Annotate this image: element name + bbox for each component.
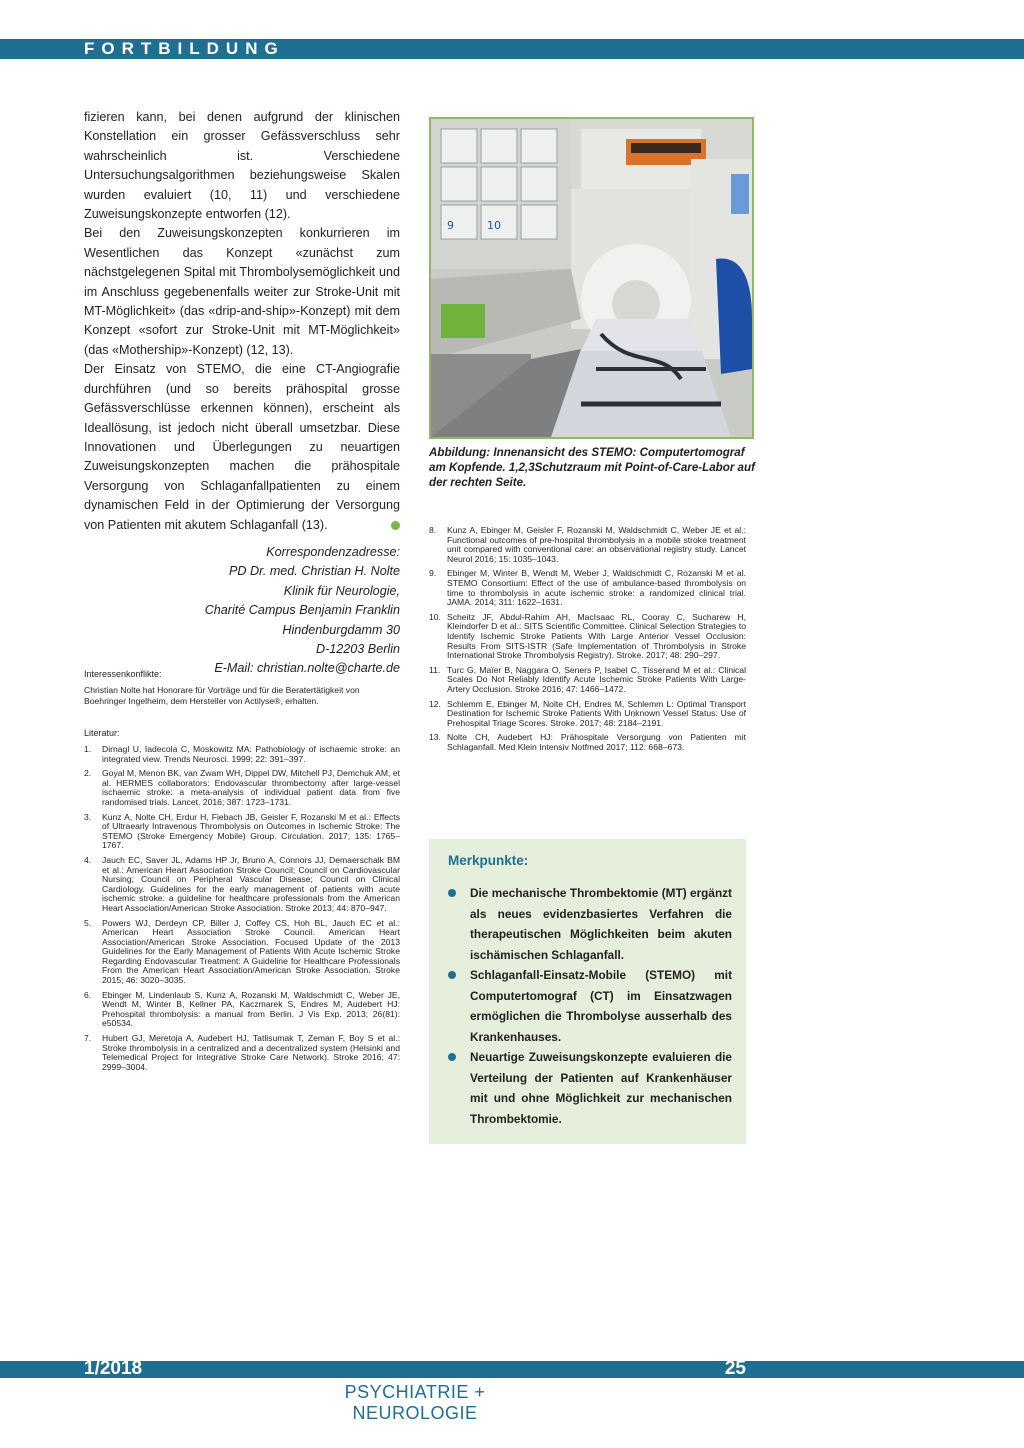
- reference-text: Ebinger M, Lindenlaub S, Kunz A, Rozanski M, Waldschmidt C, Weber JE, Wendt M, Winter B, Kellner PA, Kaczmarek S, Endres M, Audebert HJ: Prehospital thrombolysis: a manual from Berlin. J Vis Exp. 2013; 26(81): e50534.: [102, 989, 400, 1029]
- reference-text: Goyal M, Menon BK, van Zwam WH, Dippel DW, Mitchell PJ, Demchuk AM, et al. HERMES collaborators: Endovascular thrombectomy after large-vessel ischaemic stroke: a meta-analysis of individual patient data from five randomised trials. Lancet. 2016; 387: 1723–1731.: [102, 768, 400, 807]
- address-line: Hindenburgdamm 30: [282, 622, 400, 637]
- reference-item: [429, 700, 746, 729]
- literature-list: [84, 728, 400, 1077]
- reference-item: [84, 856, 400, 914]
- address-line: Charité Campus Benjamin Franklin: [204, 603, 400, 618]
- ambulance-interior-photo: [429, 117, 754, 439]
- key-point-text: Die mechanische Thrombektomie (MT) ergänzt als neues evidenzbasiertes Verfahren die therapeutischen Möglichkeiten beim akuten ischämischen Schlaganfall.: [470, 886, 732, 962]
- reference-item: [84, 991, 400, 1029]
- reference-number: 13.: [429, 732, 441, 743]
- reference-number: 6.: [84, 989, 92, 1000]
- key-points-title: Merkpunkte:: [448, 853, 529, 868]
- paragraph: fizieren kann, bei denen aufgrund der klinischen Konstellation ein grosser Gefässverschluss sehr wahrscheinlich ist. Verschiedene Untersuchungsalgorithmen beziehungsweise Skalen wurden evaluiert (10, 11) und verschiedene Zuweisungskonzepte entworfen (12).: [84, 110, 400, 222]
- reference-text: Scheitz JF, Abdul-Rahim AH, MacIsaac RL, Cooray C, Sucharew H, Kleindorfer D et al.: SITS Scientific Committee. Clinical Selection Strategies to Identify Ischemic Stroke Patients With Large Anterior Vessel Occlusion: Results From SITS-ISTR (Safe Implementation of Thrombolysis in Stroke International Stroke Thrombolysis Registry). Stroke. 2017; 48: 290–297.: [447, 611, 746, 661]
- conflicts-text: Christian Nolte hat Honorare für Vorträge und für die Beratertätigkeit von Boehringer Ingelheim, dem Hersteller von Actilyse®, erhalten.: [84, 685, 360, 706]
- key-points-box: [429, 839, 746, 1144]
- reference-number: 5.: [84, 917, 92, 928]
- paragraph: Bei den Zuweisungskonzepten konkurrieren im Wesentlichen das Konzept «zunächst zum nächstgelegenen Spital mit Thrombolysemöglichkeit und im Anschluss gegebenenfalls weiter zur Stroke-Unit mit MT-Möglichkeit» (das «drip-and-ship»-Konzept) mit dem Konzept «sofort zur Stroke-Unit mit MT-Möglichkeit» (das «Mothership»-Konzept) (12, 13).: [84, 226, 400, 357]
- reference-number: 3.: [84, 811, 92, 822]
- reference-text: Schlemm E, Ebinger M, Nolte CH, Endres M, Schlemm L: Optimal Transport Destination for Ischemic Stroke Patients With Unknown Vessel Status: Use of Prehospital Triage Scores. Stroke. 2017; 48: 2184–2191.: [447, 698, 746, 728]
- address-line: PD Dr. med. Christian H. Nolte: [229, 564, 400, 579]
- body-text: [84, 108, 400, 535]
- reference-item: [84, 745, 400, 764]
- reference-item: [84, 919, 400, 986]
- reference-item: [429, 733, 746, 752]
- reference-text: Kunz A, Nolte CH, Erdur H, Fiebach JB, Geisler F, Rozanski M et al.: Effects of Ultraearly Intravenous Thrombolysis on Outcomes in Ischemic Stroke: The STEMO (Stroke Emergency Mobile) Group. Circulation. 2017; 135: 1765–1767.: [102, 811, 400, 851]
- article-body: [84, 108, 400, 679]
- reference-number: 7.: [84, 1033, 92, 1044]
- reference-number: 2.: [84, 768, 92, 779]
- bullet-icon: [448, 883, 470, 965]
- reference-number: 9.: [429, 568, 437, 579]
- email-line: E-Mail: christian.nolte@charte.de: [214, 661, 400, 676]
- page-number: 25: [724, 1358, 746, 1379]
- address-line: D-12203 Berlin: [315, 641, 400, 656]
- key-point: [448, 1047, 732, 1129]
- literature-heading: Literatur:: [84, 728, 120, 738]
- key-point: [448, 883, 732, 965]
- paragraph-text: Der Einsatz von STEMO, die eine CT-Angiografie durchführen (und so bereits prähospital grosse Gefässverschlüsse erkennen können), erscheint als Ideallösung, ist jedoch nicht überall umsetzbar. Diese Innovationen und Überlegungen zu neuartigen Zuweisungskonzepten machen die prähospitale Versorgung von Schlaganfallpatienten zu einem dynamischen Feld in der Optimierung der Versorgung von Patienten mit akutem Schlaganfall (13).: [84, 362, 400, 532]
- end-of-article-icon: [391, 521, 400, 530]
- drawer-label: 9: [447, 219, 454, 232]
- conflicts-heading: Interessenkonflikte:: [84, 669, 162, 679]
- reference-item: [84, 769, 400, 807]
- reference-number: 8.: [429, 525, 437, 535]
- reference-text: Jauch EC, Saver JL, Adams HP Jr, Bruno A, Connors JJ, Demaerschalk BM et al.: American Heart Association Stroke Council; Council on Cardiovascular Nursing; Council on Peripheral Vascular Disease; Council on Clinical Cardiology. Guidelines for the early management of patients with acute ischemic stroke: a guideline for healthcare professionals from the American Heart Association/American Stroke Association. Stroke 2013; 44: 870–947.: [102, 854, 400, 913]
- reference-number: 10.: [429, 611, 441, 622]
- literature-list-continued: [429, 526, 746, 757]
- reference-number: 1.: [84, 744, 92, 754]
- reference-item: [429, 569, 746, 607]
- section-title: FORTBILDUNG: [84, 39, 285, 58]
- address-line: Klinik für Neurologie,: [283, 583, 400, 598]
- correspondence-address: [84, 543, 400, 679]
- reference-item: [429, 666, 746, 695]
- key-point-text: Neuartige Zuweisungskonzepte evaluieren die Verteilung der Patienten auf Krankenhäuser mit und ohne Möglichkeit zur mechanischen Thrombektomie.: [470, 1050, 732, 1126]
- journal-name: PSYCHIATRIE + NEUROLOGIE: [344, 1382, 486, 1423]
- reference-text: Dirnagl U, Iadecola C, Moskowitz MA: Pathobiology of ischaemic stroke: an integrated view. Trends Neurosci. 1999; 22: 391–397.: [102, 744, 400, 764]
- correspondence-heading: Korrespondenzadresse:: [266, 544, 400, 559]
- footer-bar: [0, 1361, 1024, 1378]
- reference-item: [429, 613, 746, 661]
- reference-number: 4.: [84, 854, 92, 865]
- reference-number: 11.: [429, 664, 441, 675]
- reference-item: [84, 813, 400, 851]
- bullet-icon: [448, 965, 470, 1047]
- key-point-text: Schlaganfall-Einsatz-Mobile (STEMO) mit Computertomograf (CT) im Einsatzwagen ermöglichen die Thrombolyse ausserhalb des Krankenhauses.: [470, 968, 732, 1044]
- reference-text: Turc G, Maïer B, Naggara O, Seners P, Isabel C, Tisserand M et al.: Clinical Scales Do Not Reliably Identify Acute Ischemic Stroke Patients With Large-Artery Occlusion. Stroke 2016; 47: 1466–1472.: [447, 664, 746, 694]
- reference-item: [84, 1034, 400, 1072]
- reference-text: Hubert GJ, Meretoja A, Audebert HJ, Tatlisumak T, Zeman F, Boy S et al.: Stroke thrombolysis in a centralized and a decentralized system (Helsinki and Telemedical Project for Integrative Stroke Care Network). Stroke 2016; 47: 2999–3004.: [102, 1033, 400, 1072]
- reference-text: Ebinger M, Winter B, Wendt M, Weber J, Waldschmidt C, Rozanski M et al. STEMO Consortium: Effect of the use of ambulance-based thrombolysis on time to thrombolysis in acute ischemic stroke: a randomized clinical trial. JAMA. 2014; 311: 1622–1631.: [447, 568, 746, 608]
- conflicts-of-interest: [84, 669, 400, 707]
- issue-number: 1/2018: [84, 1358, 143, 1379]
- figure-caption: Abbildung: Innenansicht des STEMO: Computertomograf am Kopfende. 1,2,3Schutzraum mit Point-of-Care-Labor auf der rechten Seite.: [429, 446, 755, 489]
- key-point: [448, 965, 732, 1047]
- reference-text: Nolte CH, Audebert HJ: Prähospitale Versorgung von Patienten mit Schlaganfall. Med Klein Intensiv Notfmed 2017; 112: 668–673.: [447, 732, 746, 752]
- bullet-icon: [448, 1047, 470, 1129]
- reference-text: Kunz A, Ebinger M, Geisler F, Rozanski M, Waldschmidt C, Weber JE et al.: Functional outcomes of pre-hospital thrombolysis in a mobile stroke treatment unit compared with conventional care: an observational registry study. Lancet Neurol 2016; 15: 1035–1043.: [447, 525, 746, 564]
- reference-item: [429, 526, 746, 564]
- reference-text: Powers WJ, Derdeyn CP, Biller J, Coffey CS, Hoh BL, Jauch EC et al.: American Heart Association Stroke Council. American Heart Association/American Stroke Association. Focused Update of the 2013 Guidelines for the Early Management of Patients With Acute Ischemic Stroke Regarding Endovascular Treatment: A Guideline for Healthcare Professionals From the American Heart Association/American Stroke Association. Stroke 2015; 46: 3020–3035.: [102, 917, 400, 986]
- drawer-label: 10: [487, 219, 501, 232]
- photo-illustration: [431, 119, 752, 437]
- paragraph: [84, 360, 400, 535]
- reference-number: 12.: [429, 698, 441, 709]
